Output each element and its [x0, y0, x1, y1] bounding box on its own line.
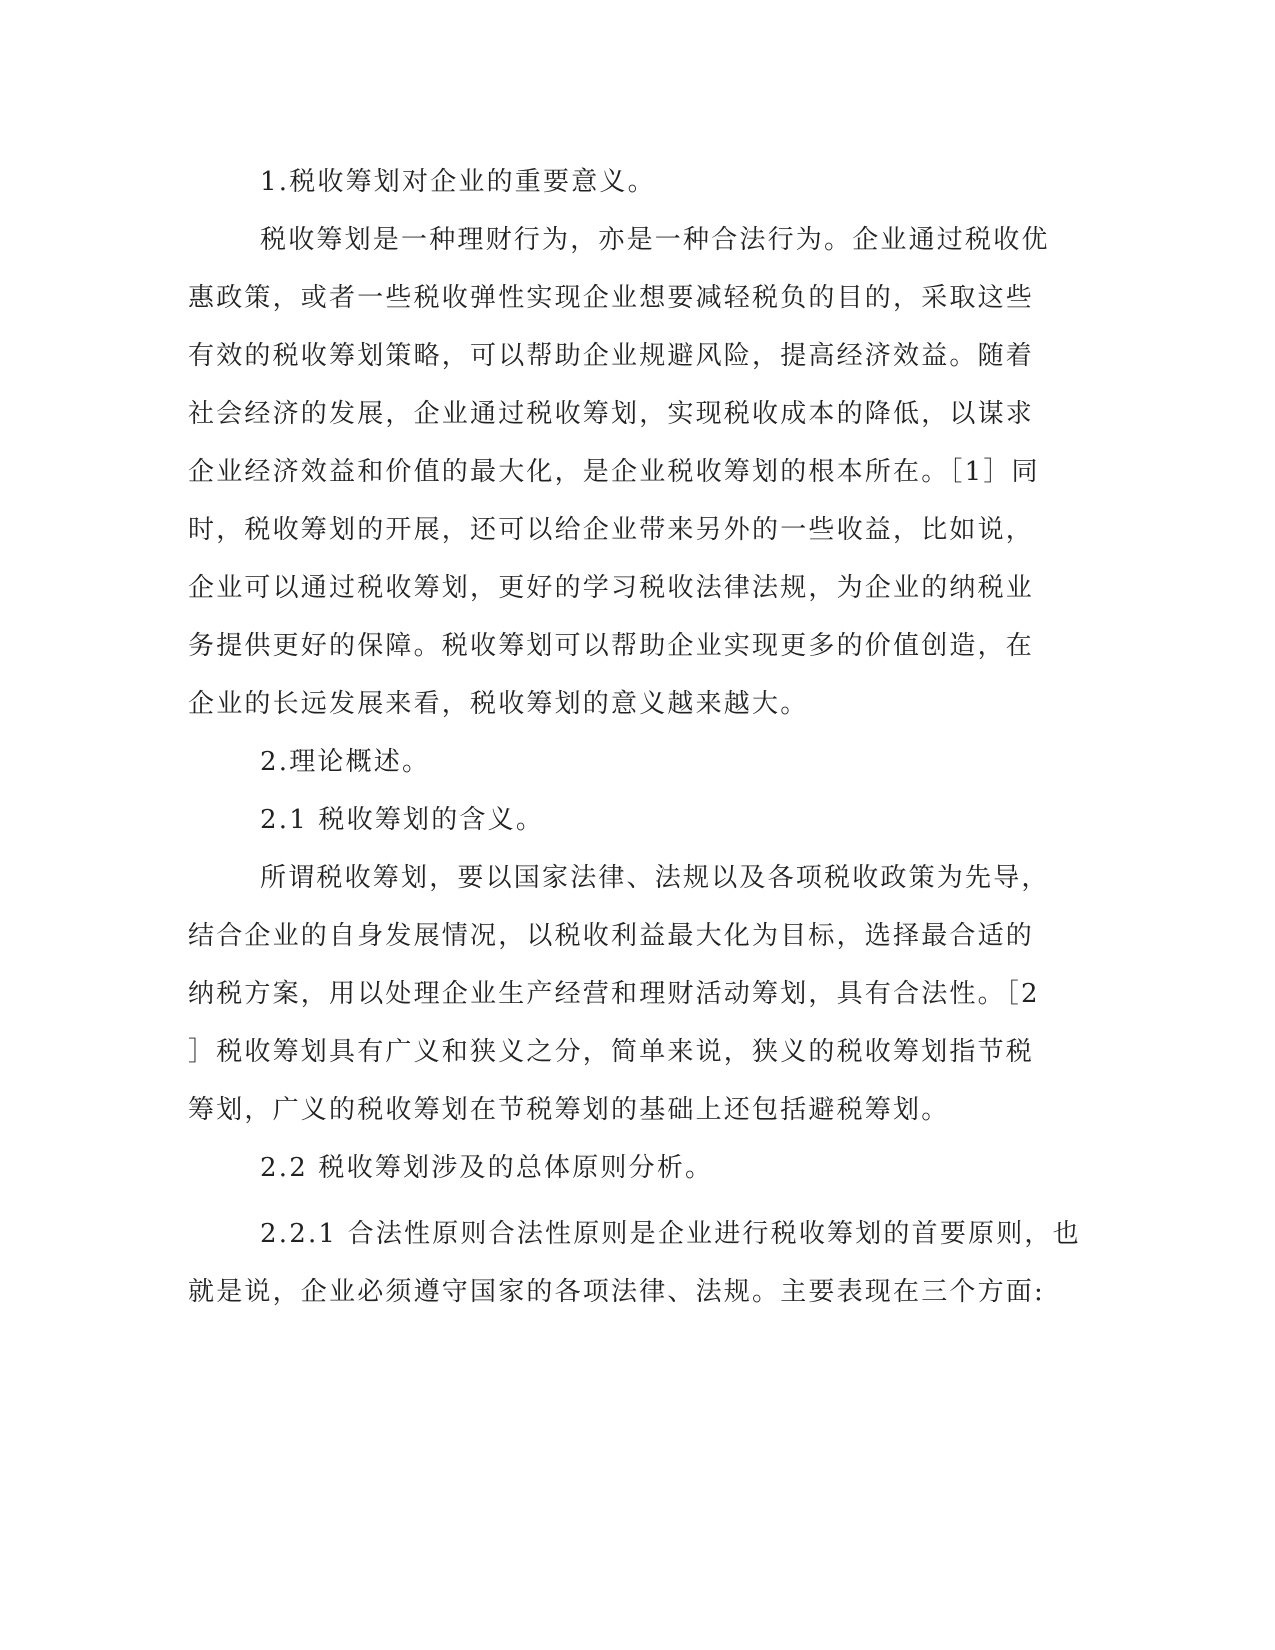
paragraph-line: 企业经济效益和价值的最大化，是企业税收筹划的根本所在。［1］同	[188, 457, 1040, 487]
paragraph-line: 有效的税收筹划策略，可以帮助企业规避风险，提高经济效益。随着	[188, 341, 1035, 371]
section-heading-1: 1.税收筹划对企业的重要意义。	[260, 167, 656, 197]
paragraph-line: 筹划，广义的税收筹划在节税筹划的基础上还包括避税筹划。	[188, 1095, 950, 1125]
paragraph-line: ］税收筹划具有广义和狭义之分，简单来说，狭义的税收筹划指节税	[188, 1037, 1035, 1067]
paragraph-line: 税收筹划是一种理财行为，亦是一种合法行为。企业通过税收优	[260, 225, 1050, 255]
paragraph-line: 2.2.1 合法性原则合法性原则是企业进行税收筹划的首要原则，也	[260, 1219, 1081, 1249]
paragraph-line: 时，税收筹划的开展，还可以给企业带来另外的一些收益，比如说，	[188, 515, 1035, 545]
paragraph-line: 就是说，企业必须遵守国家的各项法律、法规。主要表现在三个方面:	[188, 1277, 1045, 1307]
paragraph-line: 企业的长远发展来看，税收筹划的意义越来越大。	[188, 689, 809, 719]
paragraph-line: 结合企业的自身发展情况，以税收利益最大化为目标，选择最合适的	[188, 921, 1035, 951]
paragraph-line: 企业可以通过税收筹划，更好的学习税收法律法规，为企业的纳税业	[188, 573, 1035, 603]
paragraph-line: 社会经济的发展，企业通过税收筹划，实现税收成本的降低，以谋求	[188, 399, 1035, 429]
paragraph-line: 所谓税收筹划，要以国家法律、法规以及各项税收政策为先导，	[260, 863, 1050, 893]
subsection-heading-2-2: 2.2 税收筹划涉及的总体原则分析。	[260, 1153, 714, 1183]
paragraph-line: 惠政策，或者一些税收弹性实现企业想要减轻税负的目的，采取这些	[188, 283, 1035, 313]
paragraph-line: 纳税方案，用以处理企业生产经营和理财活动筹划，具有合法性。［2	[188, 979, 1040, 1009]
section-heading-2: 2.理论概述。	[260, 747, 431, 777]
subsection-heading-2-1: 2.1 税收筹划的含义。	[260, 805, 545, 835]
paragraph-line: 务提供更好的保障。税收筹划可以帮助企业实现更多的价值创造，在	[188, 631, 1035, 661]
